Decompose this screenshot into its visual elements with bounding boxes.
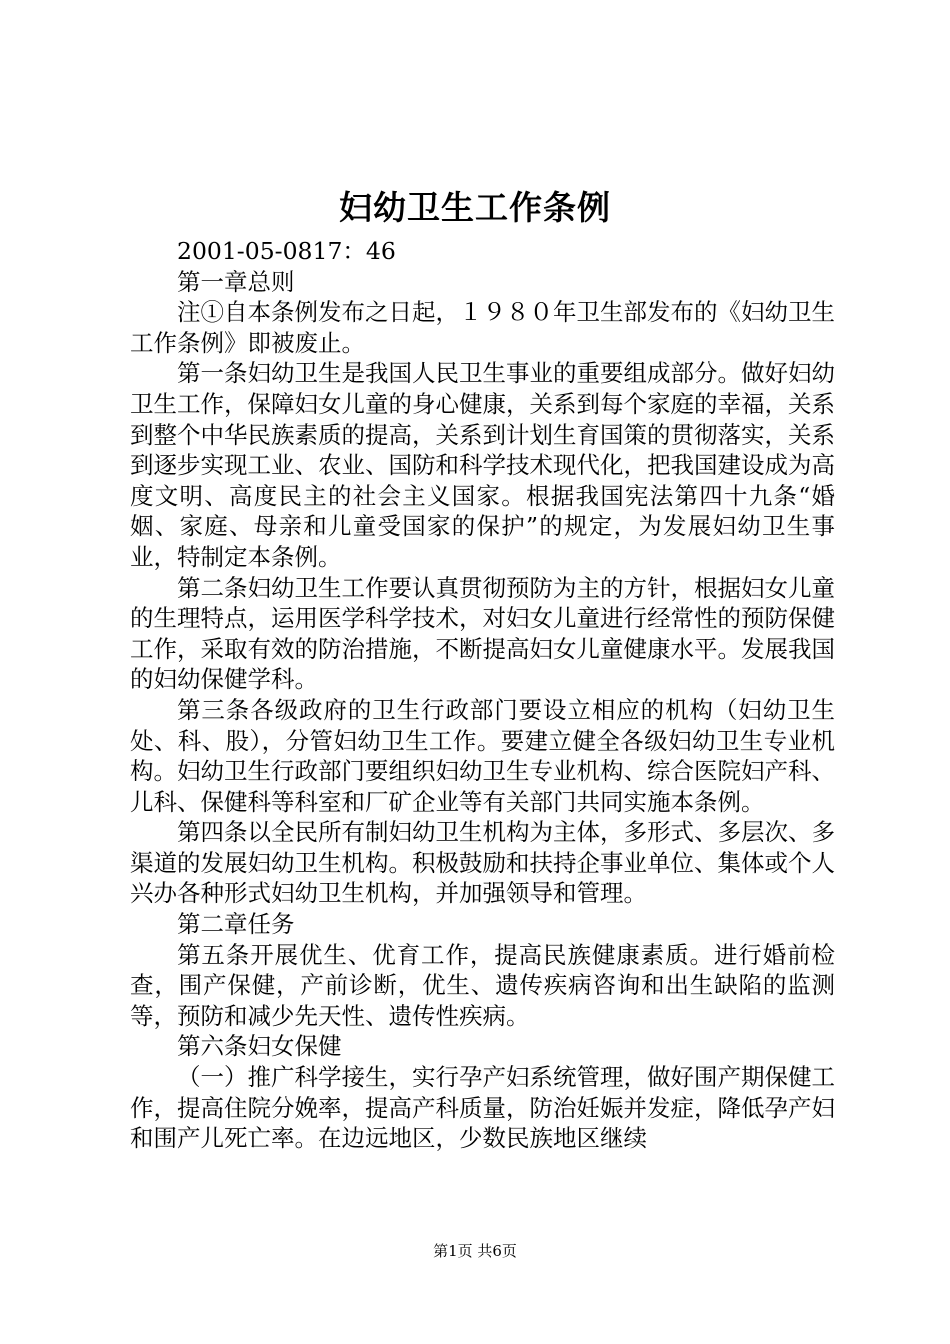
paragraph: （一）推广科学接生，实行孕产妇系统管理，做好围产期保健工作，提高住院分娩率，提高产科质量，防治妊娠并发症，降低孕产妇和围产儿死亡率。在边远地区，少数民族地区继续 (130, 1063, 835, 1153)
chapter-heading: 第一章总则 (177, 267, 295, 296)
publish-timestamp: 2001-05-0817：46 (177, 237, 396, 265)
paragraph: 第五条开展优生、优育工作，提高民族健康素质。进行婚前检查，围产保健，产前诊断，优生、遗传疾病咨询和出生缺陷的监测等，预防和减少先天性、遗传性疾病。 (130, 940, 835, 1030)
document-body (130, 236, 835, 1154)
paragraph: 第四条以全民所有制妇幼卫生机构为主体，多形式、多层次、多渠道的发展妇幼卫生机构。积极鼓励和扶持企事业单位、集体或个人兴办各种形式妇幼卫生机构，并加强领导和管理。 (130, 818, 835, 908)
page-footer: 第1页 共6页 (433, 1242, 517, 1260)
paragraph: 第三条各级政府的卫生行政部门要设立相应的机构（妇幼卫生处、科、股），分管妇幼卫生工作。要建立健全各级妇幼卫生专业机构。妇幼卫生行政部门要组织妇幼卫生专业机构、综合医院妇产科、儿科、保健科等科室和厂矿企业等有关部门共同实施本条例。 (130, 695, 835, 816)
document-title: 妇幼卫生工作条例 (339, 188, 611, 227)
section-heading: 第六条妇女保健 (177, 1032, 342, 1061)
paragraph: 第二条妇幼卫生工作要认真贯彻预防为主的方针，根据妇女儿童的生理特点，运用医学科学技术，对妇女儿童进行经常性的预防保健工作，采取有效的防治措施，不断提高妇女儿童健康水平。发展我国的妇幼保健学科。 (130, 573, 835, 694)
paragraph: 注①自本条例发布之日起，１９８０年卫生部发布的《妇幼卫生工作条例》即被废止。 (130, 298, 835, 357)
chapter-heading: 第二章任务 (177, 910, 295, 939)
paragraph: 第一条妇幼卫生是我国人民卫生事业的重要组成部分。做好妇幼卫生工作，保障妇女儿童的身心健康，关系到每个家庭的幸福，关系到整个中华民族素质的提高，关系到计划生育国策的贯彻落实，关系到逐步实现工业、农业、国防和科学技术现代化，把我国建设成为高度文明、高度民主的社会主义国家。根据我国宪法第四十九条“婚姻、家庭、母亲和儿童受国家的保护”的规定，为发展妇幼卫生事业，特制定本条例。 (130, 359, 835, 571)
